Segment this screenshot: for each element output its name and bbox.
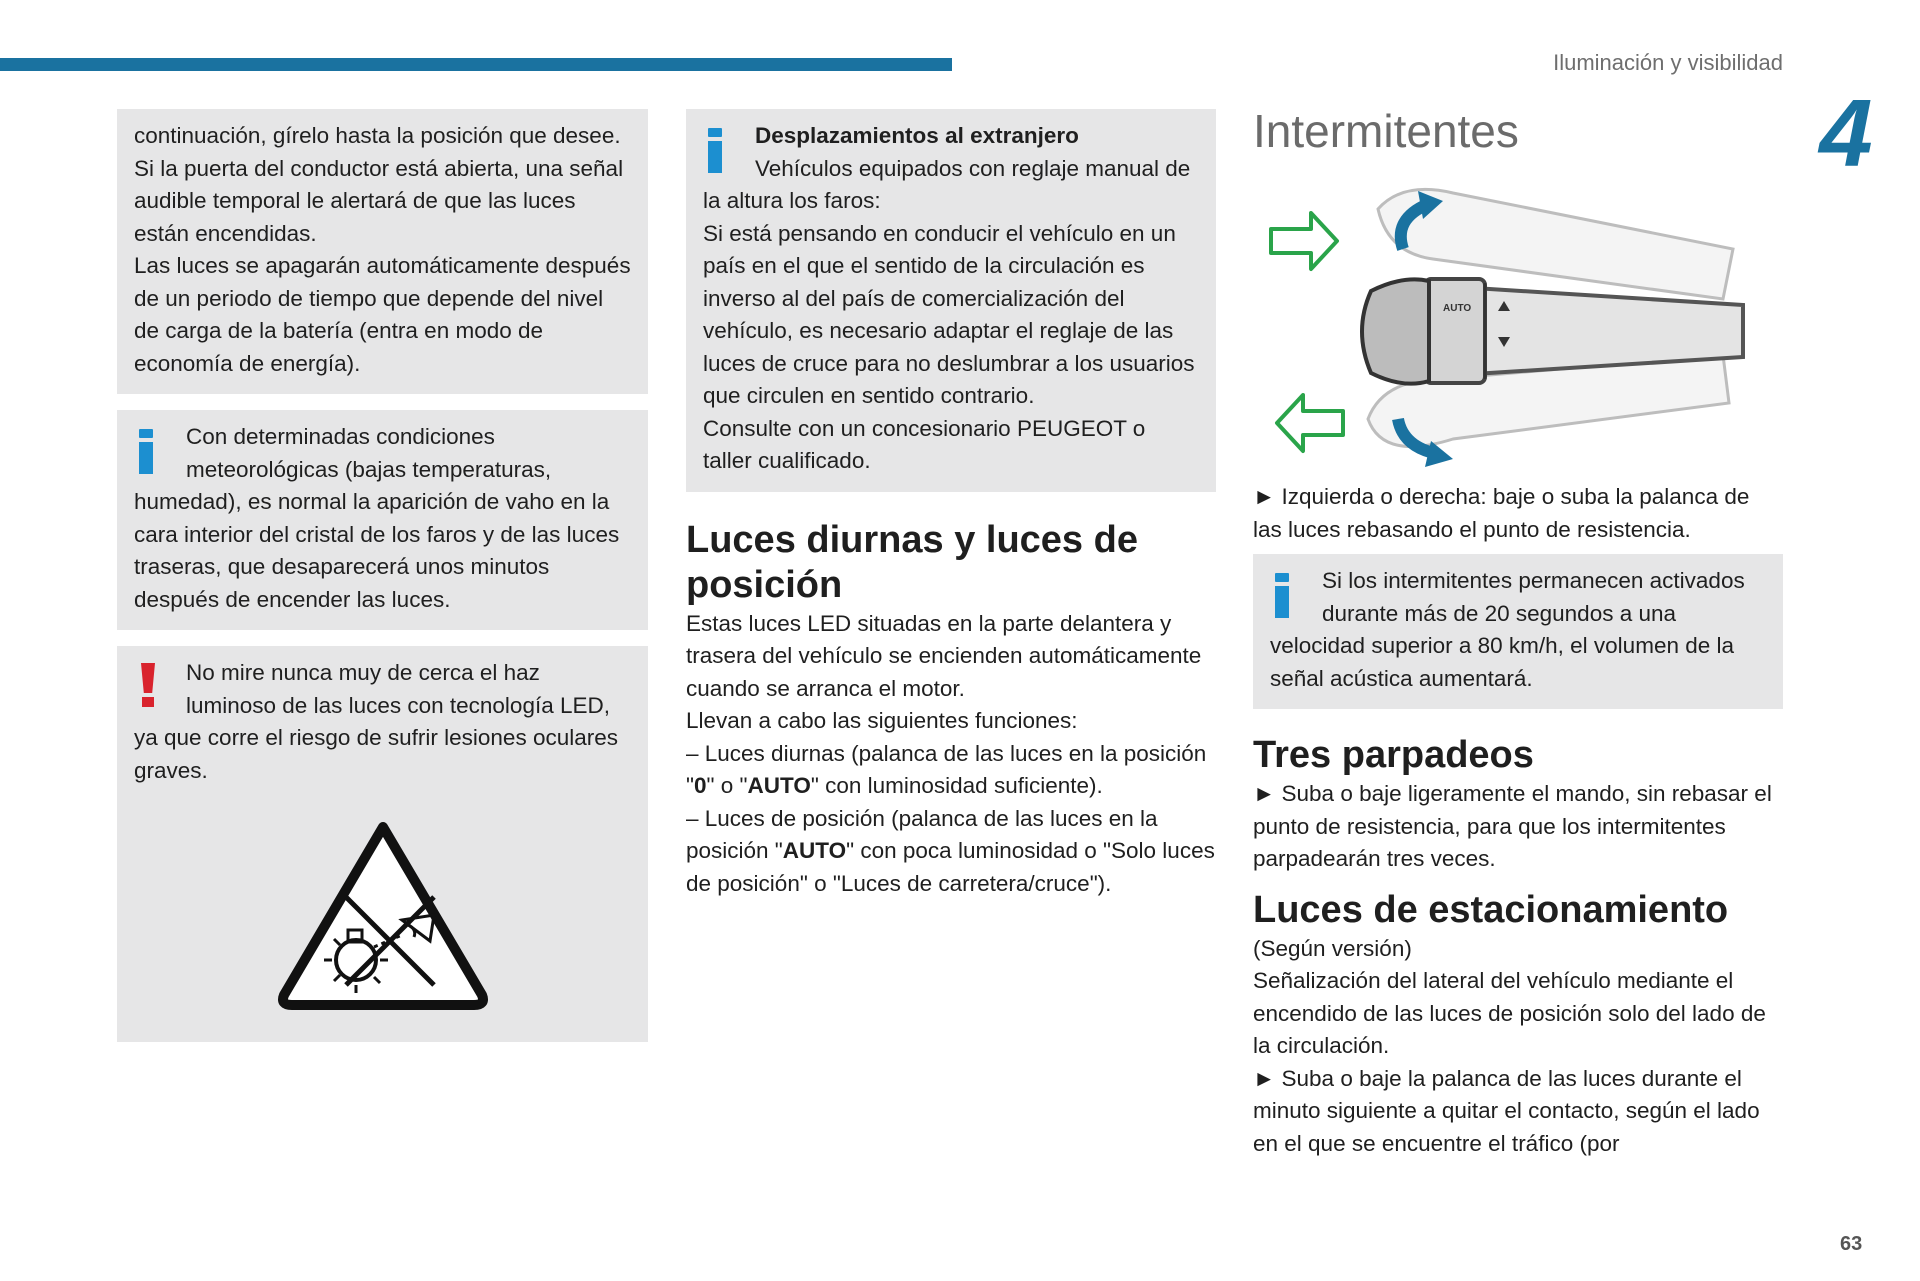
header-accent-bar xyxy=(0,58,952,71)
list-item: – Luces de posición (palanca de las luces en la posición "AUTO" con poca luminosidad o "Solo luces de posición" o "Luces de carretera/cruce"). xyxy=(686,805,1215,896)
paragraph: ► Suba o baje ligeramente el mando, sin rebasar el punto de resistencia, para que los intermitentes parpadearán tres veces. xyxy=(1253,781,1772,871)
column-right xyxy=(1253,105,1783,1160)
info-note-text: Con determinadas condiciones meteorológicas (bajas temperaturas, humedad), es normal la aparición de vaho en la cara interior del cristal de los faros y de las luces traseras, que desaparecerá unos minutos después de encender las luces. xyxy=(134,424,620,612)
info-icon xyxy=(134,429,168,475)
svg-text:4: 4 xyxy=(1819,88,1873,178)
paragraph: Vehículos equipados con reglaje manual de la altura los faros: xyxy=(703,155,1191,213)
paragraph: Consulte con un concesionario PEUGEOT o taller cualificado. xyxy=(703,415,1146,473)
paragraph: Si la puerta del conductor está abierta, una señal audible temporal le alertará de que las luces están encendidas. xyxy=(134,155,624,246)
warning-note-box xyxy=(117,646,648,1042)
paragraph: Las luces se apagarán automáticamente después de un periodo de tiempo que depende del nivel de carga de la batería (entra en modo de economía de energía). xyxy=(134,253,631,376)
paragraph: continuación, gírelo hasta la posición que desee. xyxy=(134,123,621,148)
heading-three-blinks: Tres parpadeos xyxy=(1253,734,1534,776)
heading-daytime-lights: Luces diurnas y luces de posición xyxy=(686,518,1138,606)
info-abroad-box xyxy=(686,109,1216,492)
section-title: Iluminación y visibilidad xyxy=(1553,50,1783,75)
paragraph: Si está pensando en conducir el vehículo en un país en el que el sentido de la circulación es inverso al del país de comercialización del vehículo, es necesario adaptar el reglaje de las luces de cruce para no deslumbrar a los usuarios que circulen en sentido contrario. xyxy=(703,220,1195,408)
info-icon xyxy=(703,128,737,174)
list-item: – Luces diurnas (palanca de las luces en la posición "0" o "AUTO" con luminosidad suficiente). xyxy=(686,740,1207,798)
paragraph: Estas luces LED situadas en la parte delantera y trasera del vehículo se encienden automáticamente cuando se arranca el motor. xyxy=(686,610,1202,701)
info-note-box xyxy=(117,410,648,630)
warning-icon xyxy=(134,663,168,709)
continuation-box xyxy=(117,109,648,394)
info-icon xyxy=(1270,573,1304,619)
paragraph: (Según versión) xyxy=(1253,935,1412,961)
chapter-number xyxy=(1816,88,1876,178)
paragraph: Llevan a cabo las siguientes funciones: xyxy=(686,708,1078,733)
light-stalk-illustration xyxy=(1253,179,1753,469)
column-middle xyxy=(686,109,1216,900)
info-abroad-title: Desplazamientos al extranjero xyxy=(755,123,1079,148)
title-intermitentes: Intermitentes xyxy=(1253,105,1519,157)
paragraph: Señalización del lateral del vehículo mediante el encendido de las luces de posición solo del lado de la circulación. xyxy=(1253,968,1766,1058)
page-number: 63 xyxy=(1840,1233,1863,1255)
column-left xyxy=(117,109,648,1058)
heading-parking-lights: Luces de estacionamiento xyxy=(1253,888,1729,931)
paragraph: ► Suba o baje la palanca de las luces durante el minuto siguiente a quitar el contacto, según el lado en el que se encuentre el tráfico (por xyxy=(1253,1065,1760,1156)
svg-text:AUTO: AUTO xyxy=(1443,303,1472,314)
turn-instruction: ► Izquierda o derecha: baje o suba la palanca de las luces rebasando el punto de resistencia. xyxy=(1253,484,1750,542)
info-note-text: Si los intermitentes permanecen activados durante más de 20 segundos a una velocidad superior a 80 km/h, el volumen de la señal acústica aumentará. xyxy=(1270,568,1745,691)
info-note-box xyxy=(1253,554,1783,709)
no-look-at-light-warning-icon xyxy=(274,817,492,1013)
warning-note-text: No mire nunca muy de cerca el haz luminoso de las luces con tecnología LED, ya que corre el riesgo de sufrir lesiones oculares graves. xyxy=(134,660,618,783)
